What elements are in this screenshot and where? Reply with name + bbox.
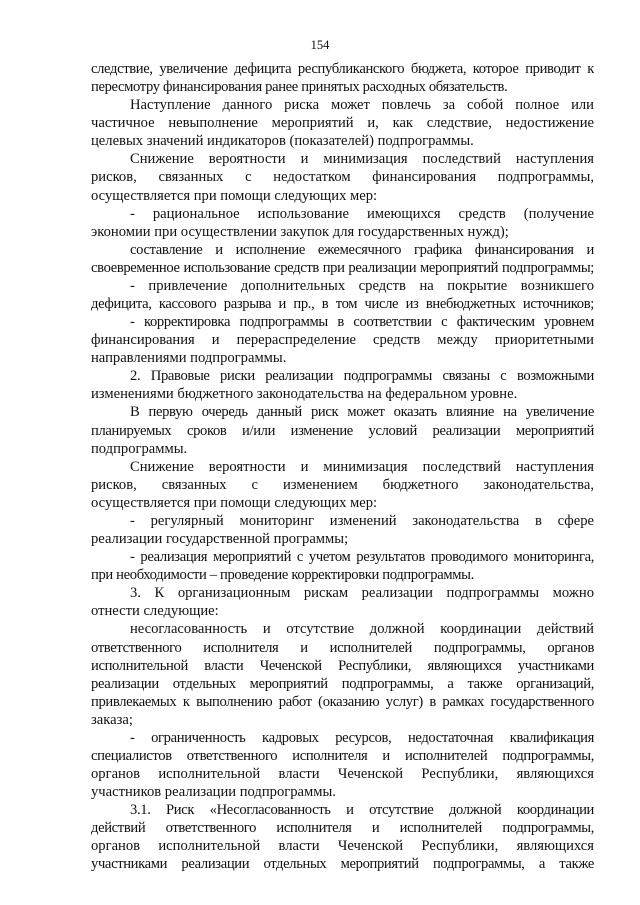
text-line: исполнительной власти Чеченской Республики, являющихся участниками [91,657,594,674]
text-line: органов исполнительной власти Чеченской Республики, являющихся [91,766,594,783]
text-line: составление и исполнение ежемесячного графика финансирования и [130,241,594,258]
text-line: планируемых сроков и/или изменение условий реализации мероприятий [91,422,594,439]
text-line: целевых значений индикаторов (показателей) подпрограммы. [91,133,474,150]
text-line: - корректировка подпрограммы в соответствии с фактическим уровнем [130,314,594,331]
text-line: привлекаемых к выполнению работ (оказанию услуг) в рамках государственного [91,693,594,710]
text-line: финансирования и перераспределение средств между приоритетными [91,332,594,349]
body-text [91,60,594,874]
text-line: осуществляется при помощи следующих мер: [91,187,378,204]
text-line: - привлечение дополнительных средств на покрытие возникшего [130,277,594,294]
text-line: направлениями подпрограммы. [91,350,287,367]
text-line: рисков, связанных с недостатком финансирования подпрограммы, [91,169,594,186]
text-line: реализации государственной программы; [91,531,349,548]
text-line: отнести следующие: [91,603,219,620]
text-line: Снижение вероятности и минимизация последствий наступления [130,458,594,475]
text-line: следствие, увеличение дефицита республиканского бюджета, которое приводит к [91,61,594,77]
text-line: заказа; [91,711,133,728]
text-line: участников реализации подпрограммы. [91,784,336,801]
text-line: реализации отдельных мероприятий подпрограммы, а также организаций, [91,675,594,692]
text-line: - регулярный мониторинг изменений законодательства в сфере [130,512,594,529]
text-line: В первую очередь данный риск может оказать влияние на увеличение [130,404,594,421]
text-line: пересмотру финансирования ранее принятых расходных обязательств. [91,79,508,96]
text-line: дефицита, кассового разрыва и пр., в том числе из внебюджетных источников; [91,296,594,313]
text-line: изменениями бюджетного законодательства на федеральном уровне. [91,386,518,403]
text-line: при необходимости – проведение корректировки подпрограммы. [91,567,474,584]
text-line: 2. Правовые риски реализации подпрограммы связаны с возможными [130,368,594,385]
text-line: частичное невыполнение мероприятий и, как следствие, недостижение [91,115,594,132]
text-line: действий ответственного исполнителя и исполнителей подпрограммы, [91,820,594,837]
text-line: рисков, связанных с изменением бюджетного законодательства, [91,476,594,493]
text-line: - реализация мероприятий с учетом результатов проводимого мониторинга, [130,549,594,566]
text-line: ответственного исполнителя и исполнителей подпрограммы, органов [91,639,594,656]
text-line: 3. К организационным рискам реализации подпрограммы можно [130,585,594,602]
text-line: - рациональное использование имеющихся средств (получение [130,205,594,222]
page-number: 154 [310,38,330,52]
text-line: участниками реализации отдельных мероприятий подпрограммы, а также [91,856,594,873]
text-line: органов исполнительной власти Чеченской Республики, являющихся [91,838,594,855]
text-line: Снижение вероятности и минимизация последствий наступления [130,151,594,168]
text-line: экономии при осуществлении закупок для государственных нужд); [91,223,509,240]
text-line: подпрограммы. [91,440,188,457]
text-line: осуществляется при помощи следующих мер: [91,494,378,511]
text-line: специалистов ответственного исполнителя и исполнителей подпрограммы, [91,747,594,764]
text-line: 3.1. Риск «Несогласованность и отсутствие должной координации [130,802,594,819]
text-line: Наступление данного риска может повлечь за собой полное или [130,97,594,114]
text-line: своевременное использование средств при реализации мероприятий подпрограммы; [91,259,594,276]
text-line: несогласованность и отсутствие должной координации действий [130,621,594,638]
text-line: - ограниченность кадровых ресурсов, недостаточная квалификация [130,729,594,746]
